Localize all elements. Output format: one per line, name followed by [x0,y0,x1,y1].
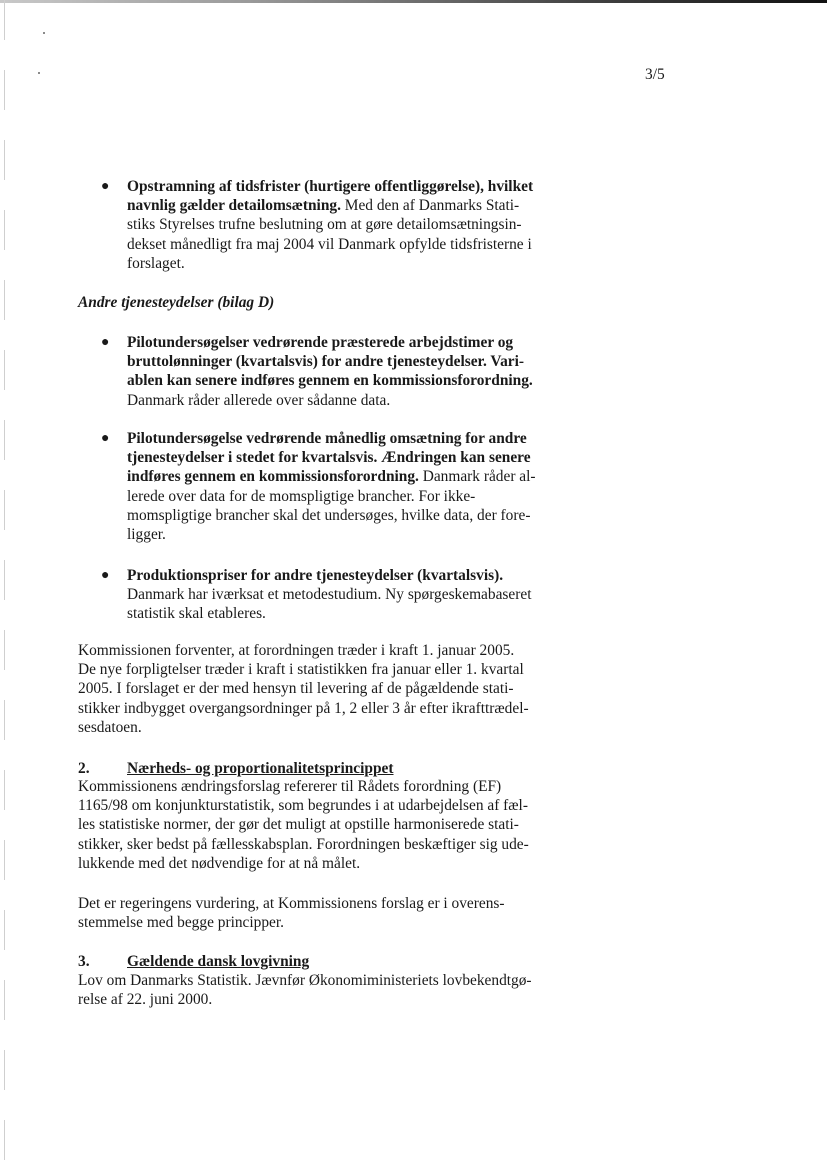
scan-speck [38,72,40,74]
bullet-text-line: momspligtige brancher skal det undersøges, hvilke data, der fore- [127,506,531,524]
paragraph-line: Lov om Danmarks Statistik. Jævnfør Økonomiministeriets lovbekendtgø- [78,972,532,989]
paragraph-line: lukkende med det nødvendige for at nå målet. [78,854,361,872]
bullet-bold-line: Pilotundersøgelser vedrørende præsterede arbejdstimer og [127,334,514,351]
list-item-pilot-omsaetning [127,429,582,544]
bullet-text-line: stiks Styrelses trufne beslutning om at gøre detailomsætningsin- [127,216,522,234]
paragraph-commission [78,641,578,737]
bullet-text-tail: Danmark råder al- [418,468,536,486]
paragraph-line: relse af 22. juni 2000. [78,991,213,1009]
bullet-bold-line: Produktionspriser for andre tjenesteydelser (kvartalsvis). [127,567,504,584]
section-3-paragraph-1 [78,971,578,1009]
section-number: 2. [78,760,90,777]
bullet-text-line: statistik skal etableres. [127,605,266,623]
paragraph-line: stikker indbygget overgangsordninger på 1, 2 eller 3 år efter ikrafttrædel- [78,699,529,717]
bullet-text-line: Danmark råder allerede over sådanne data. [127,391,391,409]
paragraph-line: Det er regeringens vurdering, at Kommissionens forslag er i overens- [78,895,505,912]
section-3-heading [78,952,309,971]
paragraph-line: les statistiske normer, der gør det muligt at opstille harmoniserede stati- [78,816,519,834]
bullet-icon: ● [101,568,110,583]
bullet-bold-line: Pilotundersøgelse vedrørende månedlig omsætning for andre [127,430,527,447]
section-2-heading [78,759,394,778]
paragraph-line: stikker, sker bedst på fællesskabsplan. Forordningen beskæftiger sig ude- [78,835,529,853]
list-item-tidsfrister [127,177,582,273]
bullet-text-line: dekset månedligt fra maj 2004 vil Danmark opfylde tidsfristerne i [127,235,532,253]
bullet-bold-line: navnlig gælder detailomsætning. [127,197,341,215]
bullet-text-tail: Med den af Danmarks Stati- [340,197,520,215]
section-2-paragraph-2 [78,894,578,932]
bullet-bold-line: bruttolønninger (kvartalsvis) for andre tjenesteydelser. Vari- [127,353,525,371]
section-2-paragraph-1 [78,777,578,873]
list-item-produktionspriser [127,566,582,624]
paragraph-line: 2005. I forslaget er der med hensyn til levering af de pågældende stati- [78,680,514,698]
paragraph-line: Kommissionens ændringsforslag refererer til Rådets forordning (EF) [78,778,502,795]
paragraph-line: stemmelse med begge principper. [78,914,284,932]
paragraph-line: sesdatoen. [78,718,142,736]
bullet-text-line: ligger. [127,526,166,544]
bullet-text-line: forslaget. [127,254,185,272]
annex-heading: Andre tjenesteydelser (bilag D) [78,294,275,311]
bullet-bold-line: ablen kan senere indføres gennem en kommissionsforordning. [127,372,533,390]
section-title: Nærheds- og proportionalitetsprincippet [127,760,394,777]
bullet-bold-line: tjenesteydelser i stedet for kvartalsvis. Ændringen kan senere [127,449,531,467]
scan-top-edge [0,0,827,3]
bullet-bold-line: Opstramning af tidsfrister (hurtigere offentliggørelse), hvilket [127,178,534,195]
section-title: Gældende dansk lovgivning [127,953,310,970]
page-number: 3/5 [645,66,665,83]
bullet-icon: ● [101,179,110,194]
bullet-icon: ● [101,431,110,446]
list-item-pilot-arbejdstimer [127,333,582,410]
bullet-bold-line: indføres gennem en kommissionsforordning. [127,468,419,486]
bullet-text-line: lerede over data for de momspligtige brancher. For ikke- [127,487,476,505]
scan-left-edge [4,0,5,1163]
scan-speck [43,32,45,34]
paragraph-line: De nye forpligtelser træder i kraft i statistikken fra januar eller 1. kvartal [78,661,524,679]
paragraph-line: 1165/98 om konjunkturstatistik, som begrundes i at udarbejdelsen af fæl- [78,797,528,815]
section-number: 3. [78,953,90,970]
paragraph-line: Kommissionen forventer, at forordningen træder i kraft 1. januar 2005. [78,642,515,659]
bullet-text-line: Danmark har iværksat et metodestudium. Ny spørgeskemabaseret [127,586,532,604]
bullet-icon: ● [101,335,110,350]
